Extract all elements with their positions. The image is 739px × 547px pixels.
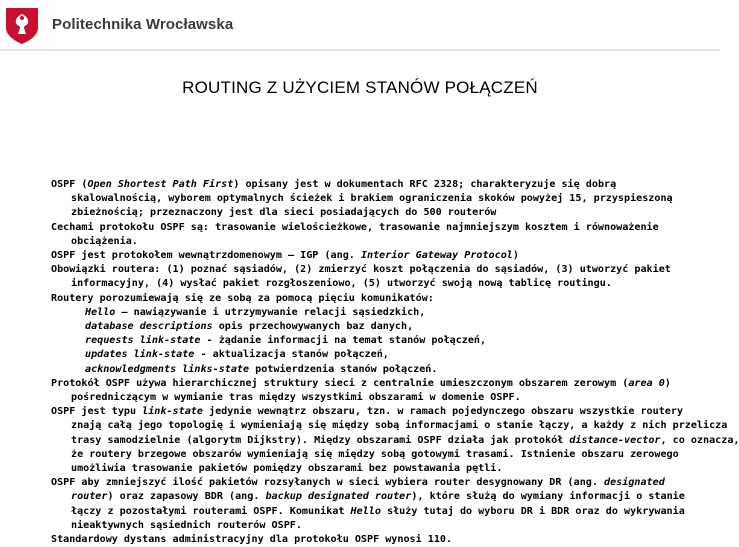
- paragraph-messages-intro: Routery porozumiewają się ze sobą za pomocą pięciu komunikatów:: [51, 292, 434, 304]
- list-item: Hello – nawiązywanie i utrzymywanie relacji sąsiedzkich,: [85, 306, 426, 318]
- slide-body: [51, 178, 739, 547]
- header-divider: [0, 49, 720, 51]
- paragraph-admin-distance: Standardowy dystans administracyjny dla protokołu OSPF wynosi 110.: [51, 534, 453, 546]
- list-item: requests link-state - żądanie informacji na temat stanów połączeń,: [85, 335, 487, 347]
- paragraph-ospf-features: Cechami protokołu OSPF są: trasowanie wielościeżkowe, trasowanie najmniejszym kosztem i równoważenie obciążenia.: [51, 221, 659, 247]
- paragraph-hierarchy: Protokół OSPF używa hierarchicznej struktury sieci z centralnie umieszczonym obszarem zerowym (area 0) pośredniczącym w wymianie tras między wszystkimi obszarami w domenie OSPF.: [51, 377, 671, 404]
- paragraph-router-duties: Obowiązki routera: (1) poznać sąsiadów, (2) zmierzyć koszt połączenia do sąsiadów, (3) utworzyć pakiet informacyjny, (4) wysłać pakiet rozgłoszeniowo, (5) utworzyć swoją nową tablicę routingu.: [51, 264, 671, 290]
- university-crest-icon: [4, 6, 40, 46]
- list-item: acknowledgments links-state potwierdzenia stanów połączeń.: [85, 363, 438, 375]
- university-name: Politechnika Wrocławska: [52, 16, 234, 33]
- list-item: database descriptions opis przechowywanych baz danych,: [85, 321, 414, 333]
- list-item: updates link-state - aktualizacja stanów połączeń,: [85, 349, 389, 361]
- paragraph-link-state: OSPF jest typu link-state jedynie wewnątrz obszaru, tzn. w ramach pojedynczego obszaru wszystkie routery znają całą jego topologię i wymieniają się między sobą informacjami o stanie łączy, a każdy z nich przelicza trasy samodzielnie (algorytm Dijkstry). Między obszarami OSPF działa jak protokół distance-vector, co oznacza, że routery brzegowe obszarów wymieniają się między sobą gotowymi trasami. Istnienie obszaru zerowego umożliwia trasowanie pakietów pomiędzy obszarami bez powstawania pętli.: [51, 406, 739, 475]
- paragraph-ospf-intro: OSPF (Open Shortest Path First) opisany jest w dokumentach RFC 2328; charakteryzuje się dobrą skalowalnością, wyborem optymalnych ścieżek i brakiem ograniczenia skoków powyżej 15, przyspieszoną zbieżnością; przeznaczony jest dla sieci posiadających do 500 routerów: [51, 179, 673, 219]
- paragraph-ospf-igp: OSPF jest protokołem wewnątrzdomenowym – IGP (ang. Interior Gateway Protocol): [51, 250, 519, 262]
- paragraph-dr-bdr: OSPF aby zmniejszyć ilość pakietów rozsyłanych w sieci wybiera router desygnowany DR (ang. designated router) oraz zapasowy BDR (ang. backup designated router), które służą do wymiany informacji o stanie łączy z pozostałymi routerami OSPF. Komunikat Hello służy tutaj do wyboru DR i BDR oraz do wykrywania nieaktywnych sąsiednich routerów OSPF.: [51, 477, 685, 531]
- header-bar: [0, 0, 720, 50]
- slide-title: ROUTING Z UŻYCIEM STANÓW POŁĄCZEŃ: [182, 78, 538, 97]
